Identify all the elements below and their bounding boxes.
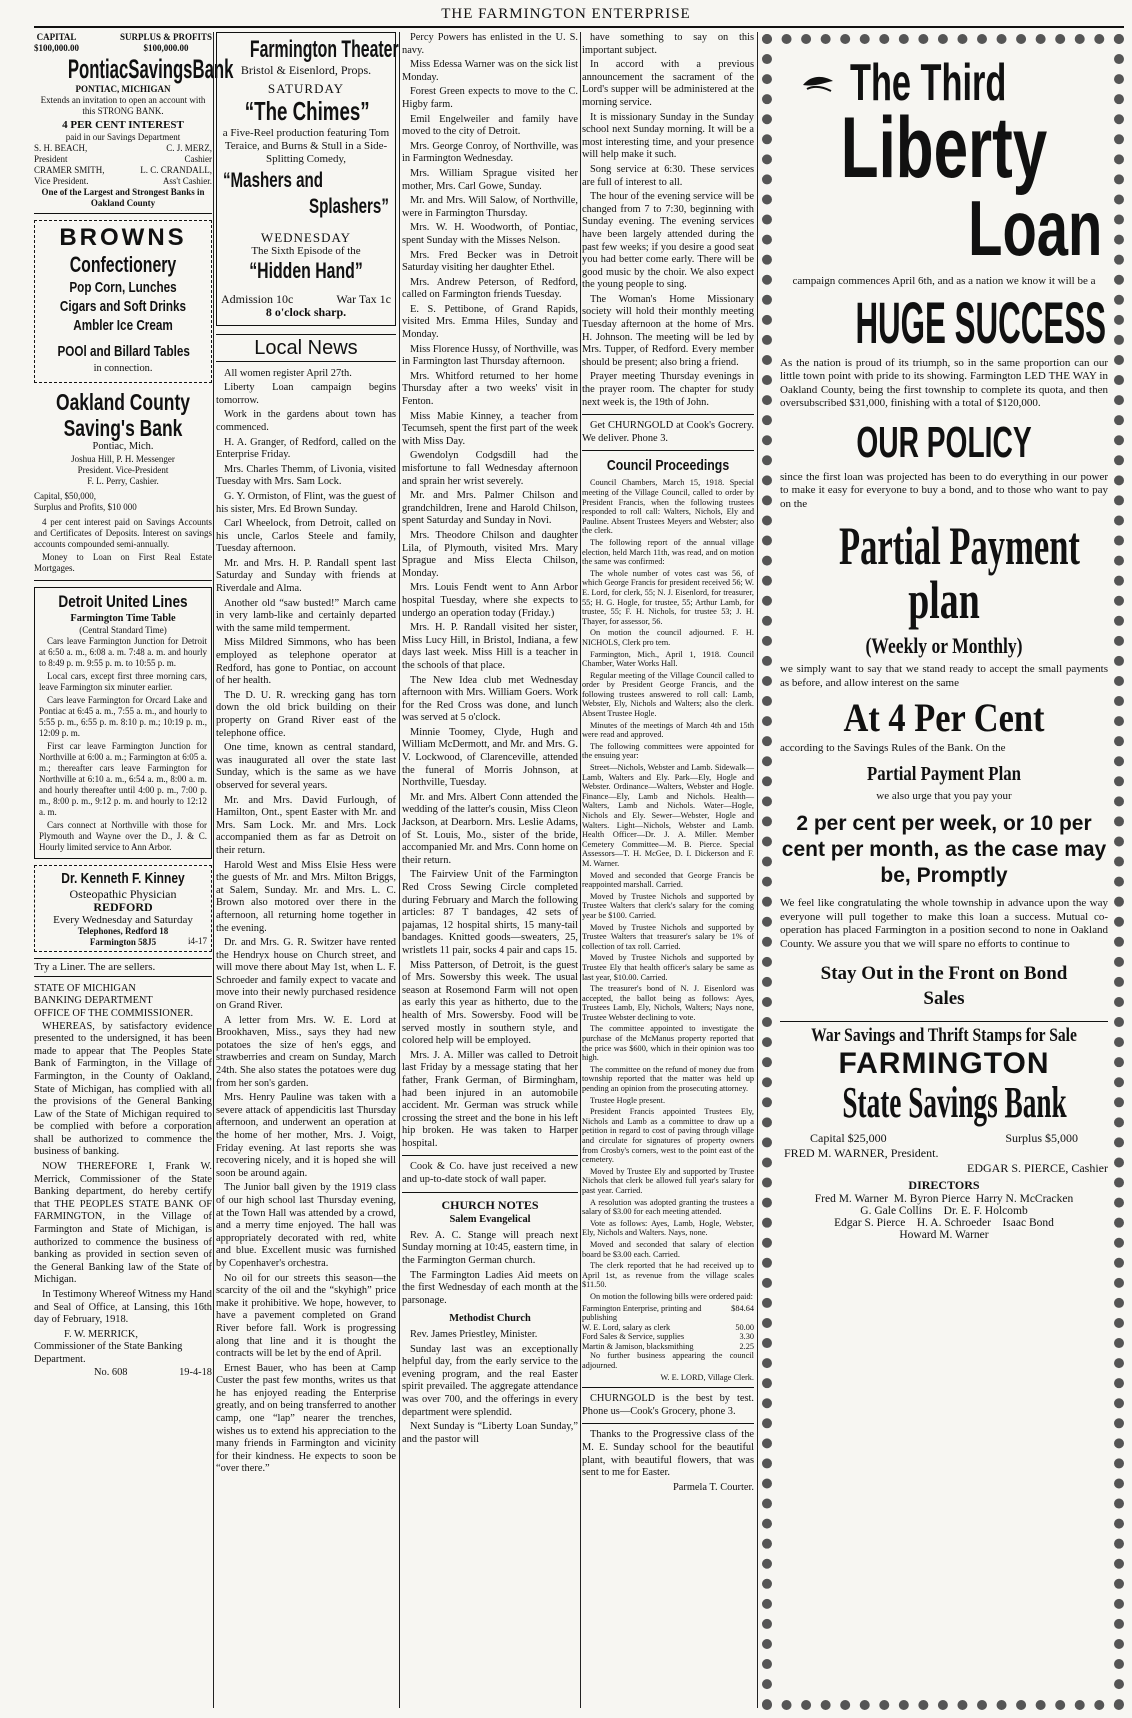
news-item: The Fairview Unit of the Farmington Red Cross Sewing Circle completed during February and March the following articles: 87 T bandages, 42 sets of pajamas, 12 hospital shirts, 15 many-tail bandages. Knitted goods—sweaters, 25, wristlets 11 pair, socks 4 pair and caps 15.: [402, 869, 578, 956]
war-tax: War Tax 1c: [336, 292, 391, 307]
council-item: Vote as follows: Ayes, Lamb, Hogle, Webster, Ely, Nichols and Walters. Nays, none.: [582, 1218, 754, 1238]
dul-timetable: [34, 587, 212, 860]
browns-line: POOl and Billard Tables: [57, 342, 190, 360]
kinney-phones: Telephones, Redford 18 Farmington 58J5: [77, 926, 169, 948]
news-item: Mrs. Charles Themm, of Livonia, visited Tuesday with Mrs. Sam Lock.: [216, 463, 396, 488]
browns-name: BROWNS: [59, 223, 187, 251]
capital: CAPITAL $100,000.00: [34, 32, 79, 53]
notice-head: OFFICE OF THE COMMISSIONER.: [34, 1007, 194, 1019]
oakland-text: 4 per cent interest paid on Savings Accounts and Certificates of Deposits. Interest on savings accounts compounded semi-annually.: [34, 516, 212, 549]
ad-headline: Partial Payment: [839, 516, 1080, 577]
theater-props: Bristol & Eisenlord, Props.: [240, 63, 372, 77]
kinney-line: REDFORD: [93, 899, 153, 914]
council-heading: Council Proceedings: [606, 457, 730, 475]
oakland-bank-ad: [34, 389, 212, 581]
ad-text: We feel like congratulating the whole township in advance upon the way everyone will pull together to make this loan a success. Mutual co-operation has placed Farmington in a position second to none in Oakland County. We assure you that we will spare no efforts to continue to: [780, 897, 1108, 950]
notice-signature-title: Commissioner of the State Banking Department.: [34, 1341, 183, 1365]
ad-bank-name: FARMINGTON: [838, 1047, 1050, 1081]
news-item: Gwendolyn Codgsdill had the misfortune to fall Wednesday afternoon and sprain her wrist severely.: [402, 450, 578, 487]
ad-subhead: War Savings and Thrift Stamps for Sale: [811, 1025, 1077, 1047]
churngold-notice: CHURNGOLD is the best by test. Phone us—Cook's Grocery, phone 3.: [582, 1393, 754, 1417]
column-divider: [213, 32, 214, 1708]
kinney-ad: [34, 865, 212, 952]
news-item: Mrs. George Conroy, of Northville, was in Farmington Wednesday.: [402, 140, 578, 165]
church-name: Methodist Church: [449, 1313, 531, 1325]
ad-headline: plan: [908, 570, 980, 631]
council-item: Minutes of the meetings of March 4th and 15th were read and approved.: [582, 720, 754, 740]
kinney-line: Every Wednesday and Saturday: [53, 913, 193, 926]
council-item: The following committees were appointed for the ensuing year:: [582, 741, 754, 761]
council-item: Council Chambers, March 15, 1918. Special meeting of the Village Council, called to order by President Francis, when the following trustees responded to roll call: Walters, Nichols, Ely and Pauline. Absent Trustees Meyers and Webster; also the clerk.: [582, 478, 754, 536]
dul-text: Cars leave Farmington Junction for Detroit at 6:50 a. m., 6:08 a. m. 7:48 a. m. and hourly to 8:49 p. m. 9:55 p. m. to 10:55 p. m.: [39, 636, 207, 669]
local-news: [216, 368, 396, 1476]
oakland-surplus: Surplus and Profits, $10 000: [34, 501, 137, 512]
bill-item: W. E. Lord, salary as clerk: [582, 1322, 671, 1332]
bill-amount: 50.00: [735, 1322, 754, 1332]
council-item: Street—Nichols, Webster and Lamb. Sidewalk—Lamb, Walters and Ely. Park—Ely, Hogle and Webster. Ordinance—Walters, Webster and Hogle. Finance—Ely, Lamb and Nichols. Health—Walters, Lamb and Nichols. Water—Hogle, Nichols and Ely. Sewer—Webster, Hogle and Walters. Light—Nichols, Webster and Lamb. Health Officer—Dr. J. A. Miller. Member Cemetery Committee—M. B. Pierce. Special Assessors—T. H. McGee, D. I. Dickerson and F. M. Warner.: [582, 763, 754, 868]
ad-subhead: Stay Out in the Front on Bond Sales: [820, 963, 1068, 1010]
officer: C. J. MERZ,: [166, 142, 212, 153]
news-item: Mr. and Mrs. H. P. Randall spent last Saturday and Sunday with friends at Riverdale and Alma.: [216, 557, 396, 595]
council-item: The following report of the annual village election, held March 11th, was read, and on motion the same was confirmed:: [582, 537, 754, 567]
council-item: The clerk reported that he had received up to April 1st, as revenue from the village scales $11.50.: [582, 1261, 754, 1290]
feature-title: “The Chimes”: [244, 96, 370, 127]
browns-ad: [34, 220, 212, 384]
council-item: Moved by Trustee Ely and supported by Trustee Nichols that clerk be allowed full year's salary for past year. Carried.: [582, 1166, 754, 1195]
council-proceedings: [582, 478, 754, 1382]
news-item: Percy Powers has enlisted in the U. S. navy.: [402, 32, 578, 56]
news-item: One time, known as central standard, was inaugurated all over the state last Sunday, which is the same as we have observed for several years.: [216, 742, 396, 791]
ad-headline: At 4 Per Cent: [843, 695, 1045, 741]
news-item: Mrs. Fred Becker was in Detroit Saturday visiting her daughter Ethel.: [402, 249, 578, 274]
news-item: Mr. and Mrs. Will Salow, of Northville, were in Farmington Thursday.: [402, 195, 578, 219]
church-text: Sunday last was an exceptionally helpful day, from the early service to the evening program, and the real Easter spirit prevailed. The aggregate attendance was over 700, and the offerings in every department were splendid.: [402, 1343, 578, 1418]
council-item: On motion the council adjourned. F. H. NICHOLS, Clerk pro tem.: [582, 628, 754, 647]
dul-text: Cars connect at Northville with those for Plymouth and Wayne over the D., J. & C. Hourly limited service to Ann Arbor.: [39, 820, 207, 853]
news-item: Mrs. J. A. Miller was called to Detroit last Friday by a message stating that her father, Frank German, of Birmingham, had been injured in an automobile accident. Mr. German was struck while crossing the street and the bone in his left hip broken. He was taken to Harper hospital.: [402, 1049, 578, 1149]
news-item: Carl Wheelock, from Detroit, called on his uncle, Carlos Steele and family, Tuesday afternoon.: [216, 518, 396, 555]
church-text: Rev. A. C. Stange will preach next Sunday morning at 10:45, eastern time, in the Farmington German church.: [402, 1229, 578, 1267]
council-item: No further business appearing the council adjourned.: [582, 1351, 754, 1371]
news-item: Liberty Loan campaign begins tomorrow.: [216, 382, 396, 406]
church-text: Prayer meeting Thursday evenings in the prayer room. The chapter for study next week is, the 19th of John.: [582, 371, 754, 408]
news-item: All women register April 27th.: [224, 367, 352, 379]
news-item: Forest Green expects to move to the C. Higby farm.: [402, 86, 578, 110]
council-item: Moved and seconded that George Francis be reappointed marshall. Carried.: [582, 870, 754, 890]
officer-title: Vice President.: [34, 175, 89, 186]
dul-name: Detroit United Lines: [58, 591, 188, 611]
council-item: Moved by Trustee Nichols and supported by Trustee Walters that clerk's salary for the coming year be $100. Carried.: [582, 891, 754, 920]
news-item: Miss Florence Hussy, of Northville, was in Farmington last Thursday afternoon.: [402, 343, 578, 368]
officer: S. H. BEACH,: [34, 142, 88, 153]
news-item: G. Y. Ormiston, of Flint, was the guest of his sister, Mrs. Ed Brown Sunday.: [216, 490, 396, 515]
theater-name: Farmington Theater: [249, 36, 399, 63]
browns-line: Ambler Ice Cream: [73, 316, 173, 334]
top-rule: [34, 26, 1124, 28]
officer: L. C. CRANDALL,: [140, 164, 212, 175]
oakland-text: Money to Loan on First Real Estate Mortgages.: [34, 551, 212, 573]
surplus: SURPLUS & PROFITS $100,000.00: [119, 32, 212, 53]
bank-tagline: One of the Largest and Strongest Banks in Oakland County: [41, 186, 205, 208]
pontiac-bank-ad: [34, 32, 234, 214]
council-item: Moved by Trustee Nichols and supported by Trustee Walters that treasurer's salary be 1% of collection of tax roll. Carried.: [582, 922, 754, 951]
kinney-line: Osteopathic Physician: [69, 887, 177, 902]
church-text: The hour of the evening service will be changed from 7 to 7:30, beginning with Sunday evening. The evening services have been largely attended during the past few weeks; if you desire a good seat you had better come early. There will be good music by the choir. We also expect the young people to sing.: [582, 191, 754, 291]
ad-headline: Liberty: [840, 100, 1048, 197]
day-label: SATURDAY: [267, 80, 345, 96]
officer-title: Cashier: [184, 153, 212, 164]
churngold-notice: Get CHURNGOLD at Cook's Gocrery. We deliver. Phone 3.: [582, 420, 754, 444]
church-text: It is missionary Sunday in the Sunday school next Sunday morning. It will be a most interesting time, and your presence will help make it such.: [582, 111, 754, 161]
state-notice: [34, 983, 212, 1379]
pontiac-bank-name: PontiacSavingsBank: [67, 54, 234, 84]
news-item: Mrs. Andrew Peterson, of Redford, called on Farmington friends Tuesday.: [402, 276, 578, 301]
column-4: [582, 32, 754, 1708]
browns-line: Pop Corn, Lunches: [69, 278, 177, 296]
ad-text: campaign commences April 6th, and as a nation we know it will be a: [792, 275, 1096, 288]
news-item: Harold West and Miss Elsie Hess were the guests of Mr. and Mrs. Milton Briggs, at Salem, Sunday. Mr. and Mrs. L. C. Brown also motored over there in the afternoon, all returning home together in the evening.: [216, 859, 396, 934]
church-name: Salem Evangelical: [449, 1214, 531, 1226]
church-text: have something to say on this important subject.: [582, 32, 754, 56]
bill-amount: 2.25: [739, 1341, 754, 1351]
news-item: Miss Mildred Simmons, who has been employed as telephone operator at Redford, has gone to Pontiac, on account of her health.: [216, 637, 396, 687]
leaf-ornament-icon: [801, 73, 835, 93]
news-item: Mr. and Mrs. David Furlough, of Hamilton, Ont., spent Easter with Mr. and Mrs. Sam Lock. Mr. and Mrs. Lock accompanied them as far as Detroit on their return.: [216, 794, 396, 856]
comedy-title: Splashers”: [309, 195, 389, 219]
dul-text: First car leave Farmington Junction for Northville at 6:00 a. m.; Farmington at 6:05 a. m.; thereafter cars leave Farmington for Northville at 6:10 a. m., 6:54 a. m., 8:00 a. m. and hourly thereafter until 4:00 p. m., 7:00 p. m., 8:00 p. m., 9:12 p. m. and hourly to 12:12 a. m.: [39, 741, 207, 818]
column-divider: [757, 32, 758, 1708]
ad-text: we simply want to say that we stand ready to accept the small payments as before, and allow interest on the same: [780, 663, 1108, 689]
episode-text: The Sixth Episode of the: [251, 244, 361, 257]
serial-title: “Hidden Hand”: [249, 258, 363, 284]
notice-text: In Testimony Whereof Witness my Hand and Seal of Office, at Lansing, this 16th day of February, 1918.: [34, 1289, 212, 1326]
council-item: Trustee Hogle present.: [590, 1095, 666, 1105]
kinney-number: i4-17: [188, 936, 207, 947]
column-divider: [399, 32, 400, 1708]
notice-text: NOW THEREFORE I, Frank W. Merrick, Commissioner of the State Banking department, do hereby certify that THE PEOPLES STATE BANK OF FARMINGTON, in the Village of Farmington and State of Michigan, is authorized to commence the business of banking as provided in section seven of the General Banking law of the State of Michigan.: [34, 1161, 212, 1286]
oakland-capital: Capital, $50,000,: [34, 490, 96, 501]
news-item: Mrs. Henry Pauline was taken with a severe attack of appendicitis last Thursday afternoon, and underwent an operation at the home of her mother, Mrs. J. Voigt, Friday evening. At last reports she was recovering nicely, and it is hoped she will soon be around again.: [216, 1092, 396, 1179]
church-text: The Farmington Ladies Aid meets on the first Wednesday of each month at the parsonage.: [402, 1269, 578, 1306]
news-item: H. A. Granger, of Redford, called on the Enterprise Friday.: [216, 436, 396, 461]
ad-subhead: (Weekly or Monthly): [865, 633, 1023, 659]
council-item: Farmington, Mich., April 1, 1918. Council Chamber, Water Works Hall.: [582, 649, 754, 669]
church-text: Next Sunday is “Liberty Loan Sunday,” and the pastor will: [402, 1421, 578, 1445]
church-notes-heading: CHURCH NOTES: [441, 1197, 539, 1212]
news-item: Miss Edessa Warner was on the sick list Monday.: [402, 59, 578, 83]
ad-text: we also urge that you pay your: [876, 789, 1012, 802]
church-text: Song service at 6:30. These services are full of interest to all.: [582, 163, 754, 188]
notice-number: No. 608: [94, 1366, 128, 1378]
bill-item: Martin & Jamison, blacksmithing: [582, 1341, 694, 1351]
liberty-loan-ad: [780, 50, 1108, 1696]
oakland-name: Saving's Bank: [63, 415, 183, 442]
ad-directors: G. Gale Collins Dr. E. F. Holcomb: [860, 1205, 1028, 1218]
news-item: Mr. and Mrs. Albert Conn attended the wedding of the latter's cousin, Miss Cleon Jackson, at Dearborn. Mrs. Leslie Adams, of St. Louis, Mo., sister of the bride, accompanied Mr. and Mrs. Conn home on their return.: [402, 791, 578, 866]
news-item: Mrs. Whitford returned to her home Thursday after a two weeks' visit in Fenton.: [402, 370, 578, 408]
browns-sub: Confectionery: [69, 251, 177, 277]
news-item: Miss Patterson, of Detroit, is the guest of Mrs. Sowersby this week. The usual season at Rosemond Farm will not open as early this year as hitherto, due to the health of Mrs. Sowersby. Food will be served mostly in southern style, and colored help will be employed.: [402, 959, 578, 1047]
notice-text: WHEREAS, by satisfactory evidence presented to the undersigned, it has been made to appear that The Peoples State Bank of Farmington, in the Village of Farmington, in the County of Oakland, State of Michigan, has complied with all the provisions of the General Banking Law of the State of Michigan required to be complied with before a corporation shall be authorized to commence the business of banking.: [34, 1020, 212, 1158]
feature-text: a Five-Reel production featuring Tom Teraice, and Burns & Stull in a Side-Splitting Comedy,: [222, 127, 390, 166]
column-3: [402, 32, 578, 1708]
column-1: [34, 32, 234, 1708]
church-text: In accord with a previous announcement the sacrament of the Lord's supper will be administered at the morning service.: [582, 59, 754, 108]
invite-text: Extends an invitation to open an account with this STRONG BANK.: [40, 95, 206, 116]
showtime: 8 o'clock sharp.: [265, 304, 347, 319]
dul-std: (Central Standard Time): [79, 625, 167, 636]
ad-directors-heading: DIRECTORS: [908, 1178, 980, 1193]
council-item: On motion the following bills were ordered paid:: [590, 1291, 753, 1301]
ad-president: FRED M. WARNER, President.: [784, 1146, 939, 1161]
day-label: WEDNESDAY: [260, 230, 352, 246]
interest-sub: paid in our Savings Department: [65, 131, 181, 142]
news-item: Mrs. Theodore Chilson and daughter Lila, of Plymouth, visited Mrs. Mary Sprague and Miss Electa Chilson, Monday.: [402, 529, 578, 579]
council-item: President Francis appointed Trustees Ely, Nichols and Lamb as a committee to draw up a petition in regard to cost of paving through village and circulate for signatures of property owners from Crosby's corners, west to the point east of the cemetery.: [582, 1107, 754, 1165]
bill-amount: 3.30: [739, 1332, 754, 1342]
news-item: Mr. and Mrs. Palmer Chilson and grandchildren, Irene and Harold Chilson, spent Saturday and Sunday in Novi.: [402, 490, 578, 527]
notice-head: BANKING DEPARTMENT: [34, 995, 153, 1007]
ad-text: As the nation is proud of its triumph, so in the same proportion can our little town point with pride to its showing. Farmington LED THE WAY in Oakland County, being the first township to complete its quota, and then oversubscribed $31,000, finishing with a total of $120,000.: [780, 356, 1108, 410]
local-news-heading: Local News: [216, 334, 396, 362]
officer-title: President: [34, 153, 68, 164]
church-text: The Woman's Home Missionary society will hold their monthly meeting Tuesday afternoon at the home of Mrs. H. Johnson. The meeting will be led by Mrs. Tupper, of Redford. Every member should be present; also bring a friend.: [582, 293, 754, 368]
dul-text: Local cars, except first three morning cars, leave Farmington six minuter earlier.: [39, 671, 207, 693]
theater-ad: [216, 32, 399, 326]
interest-line: 4 PER CENT INTEREST: [62, 119, 184, 131]
officer: CRAMER SMITH,: [34, 164, 105, 175]
news-item: Ernest Bauer, who has been at Camp Custer the past few months, writes us that he has enjoyed reading the Enterprise greatly, and on being transferred to another camp, one “lap” nearer the trenches, wishes us to extend his appreciation to the many friends in Farmington and vicinity for their kindness. He expects to soon be “over there.”: [216, 1362, 396, 1475]
ad-surplus: Surplus $5,000: [1005, 1131, 1078, 1146]
ad-directors: Howard M. Warner: [899, 1229, 989, 1242]
oakland-officers: F. L. Perry, Cashier.: [87, 475, 159, 486]
council-item: The committee appointed to investigate the purchase of the McManus property reported that the price was $600, which in their opinion was too high.: [582, 1024, 754, 1063]
ad-payment-terms: 2 per cent per week, or 10 per cent per month, as the case may be, Promptly: [781, 812, 1107, 888]
news-item: Mrs. H. P. Randall visited her sister, Miss Lucy Hill, in Bristol, Indiana, a few days last week. Miss Hill is a teacher in the schools of that place.: [402, 622, 578, 671]
oakland-city: Pontiac, Mich.: [92, 441, 154, 453]
ad-bank-name: State Savings Bank: [842, 1078, 1067, 1128]
column-divider: [580, 32, 581, 1708]
news-item: Dr. and Mrs. G. R. Switzer have rented the Hendryx house on Church street, and will move there about May 1st, when L. F. Schroeder and family expect to vacate and move into their newly purchased residence on Grand River.: [216, 937, 396, 1012]
bill-item: Ford Sales & Service, supplies: [582, 1332, 685, 1342]
news-item: Miss Mabie Kinney, a teacher from Tecumseh, spent the first part of the week with Miss Day.: [402, 410, 578, 447]
news-item: No oil for our streets this season—the scarcity of the oil and the “skyhigh” price make it prohibitive. We hope, however, to have a pavement completed on Grand River before fall. Work is progressing along that line and it is thought the contracts will be let by the end of April.: [216, 1272, 396, 1360]
ad-cashier: EDGAR S. PIERCE, Cashier: [967, 1161, 1108, 1176]
masthead: THE FARMINGTON ENTERPRISE: [441, 6, 691, 22]
ad-subhead: Partial Payment Plan: [867, 762, 1021, 785]
admission: Admission 10c: [221, 292, 294, 307]
ad-directors: Edgar S. Pierce H. A. Schroeder Isaac Bond: [834, 1217, 1054, 1230]
oakland-officers: President. Vice-President: [77, 464, 169, 475]
dul-text: Cars leave Farmington for Orcard Lake and Pontiac at 6:45 a. m., 7:55 a. m., and hourly to 5:55 p. m., 6:55 p. m. 8:10 p. m.; 10:19 p. m., 12:09 p. m.: [39, 695, 207, 739]
liner-ad: Try a Liner. The are sellers.: [34, 958, 212, 977]
council-item: Moved by Trustee Nichols and supported by Trustee Ely that health officer's salary be same as last year, $10.00. Carried.: [582, 953, 754, 982]
dul-sub: Farmington Time Table: [70, 612, 176, 624]
column-2: [216, 32, 399, 1708]
ad-headline: HUGE SUCCESS: [855, 290, 1107, 356]
ad-capital: Capital $25,000: [810, 1131, 887, 1146]
council-item: Moved and seconded that salary of election board be $3.00 each. Carried.: [582, 1239, 754, 1259]
council-item: The committee on the refund of money due from township reported that the matter was held up pending an opinion from the prosecuting attorney.: [582, 1064, 754, 1094]
news-item: Work in the gardens about town has commenced.: [216, 409, 396, 433]
news-item: Mrs. William Sprague visited her mother, Mrs. Carl Gowe, Sunday.: [402, 167, 578, 192]
news-item: Another old “saw busted!” March came in very lamb-like and certainly departed with the same mild temperment.: [216, 597, 396, 634]
bank-city: PONTIAC, MICHIGAN: [75, 84, 171, 94]
ad-text: according to the Savings Rules of the Bank. On the: [780, 742, 1006, 755]
church-text: Rev. James Priestley, Minister.: [410, 1329, 538, 1340]
thanks-notice: Thanks to the Progressive class of the M. E. Sunday school for the beautiful plant, with beautiful flowers, that was sent to me for Easter.: [582, 1429, 754, 1479]
news-item: Minnie Toomey, Clyde, Hugh and William McDermott, and Mr. and Mrs. G. V. Lockwood, of Clarenceville, attended the funeral of Morris Johnson, at Northville, Tuesday.: [402, 726, 578, 789]
officer-title: Ass't Cashier.: [162, 175, 212, 186]
news-item: Cook & Co. have just received a new and up-to-date stock of wall paper.: [402, 1161, 578, 1186]
browns-line: Cigars and Soft Drinks: [59, 297, 187, 315]
ad-directors: Fred M. Warner M. Byron Pierce Harry N. McCracken: [814, 1193, 1074, 1206]
news-item: The New Idea club met Wednesday afternoon with Mrs. William Goers. Work for the Red Cross was done, and lunch was served at 5 o'clock.: [402, 674, 578, 724]
news-item: The D. U. R. wrecking gang has torn down the old brick building on their property on Grand River east of the telephone office.: [216, 689, 396, 739]
news-item: E. S. Pettibone, of Grand Rapids, visited Mrs. Emma Hiles, Sunday and Monday.: [402, 303, 578, 341]
notice-signature: F. W. MERRICK,: [64, 1328, 138, 1340]
news-item: Emil Engelweiler and family have moved to the city of Detroit.: [402, 113, 578, 138]
comedy-title: “Mashers and: [223, 169, 324, 193]
council-item: Regular meeting of the Village Council called to order by President George Francis, and the following trustees answered to roll call: Lamb, Webster, Ely, Nichols and Walters; also the clerk. Absent Trustee Hogle.: [582, 670, 754, 719]
ad-headline: OUR POLICY: [856, 417, 1032, 467]
news-item: Mrs. W. H. Woodworth, of Pontiac, spent Sunday with the Misses Nelson.: [402, 222, 578, 246]
kinney-name: Dr. Kenneth F. Kinney: [61, 870, 185, 888]
ad-headline: Loan: [967, 184, 1102, 273]
oakland-officers: Joshua Hill, P. H. Messenger: [71, 453, 175, 464]
browns-line: in connection.: [93, 362, 153, 374]
bill-amount: $84.64: [731, 1303, 754, 1313]
news-item: Mrs. Louis Fendt went to Ann Arbor hospital Tuesday, where she expects to undergo an operation today (Friday.): [402, 582, 578, 619]
bill-item: Farmington Enterprise, printing and publishing: [582, 1303, 702, 1323]
clerk-signature: W. E. LORD, Village Clerk.: [660, 1372, 754, 1382]
oakland-name: Oakland County: [55, 389, 191, 416]
thanks-signature: Parmela T. Courter.: [673, 1481, 754, 1493]
notice-date: 19-4-18: [179, 1366, 212, 1378]
council-item: A resolution was adopted granting the trustees a salary of $3.00 for each meeting attended.: [582, 1197, 754, 1217]
council-item: The whole number of votes cast was 56, of which George Francis for president received 56; W. E. Lord, for clerk, 55; N. J. Eisenlord, for treasurer, 55; H. G. Hogle, for trustee, 55; Arthur Lamb, for trustee, 55; F. H. Nichols, for trustee 53; J. H. Thayer, for assessor, 56.: [582, 568, 754, 626]
council-item: The treasurer's bond of N. J. Eisenlord was accepted, the ballot being as follows: Ayes, Trustees Lamb, Ely, Nichols, Walters; Nays none, Trustee Webster declining to vote.: [582, 984, 754, 1022]
ad-headline: The Third: [849, 54, 1007, 113]
ad-text: since the first loan was projected has been to do everything in our power to make it easy for everyone to buy a bond, and to those who want to pay on the: [780, 470, 1108, 510]
news-item: The Junior ball given by the 1919 class of our high school last Thursday evening, at the Town Hall was attended by a crowd, and a merry time enjoyed. The hall was appropriately decorated with red, white and blue. Excellent music was furnished by Copenhaver's orchestra.: [216, 1182, 396, 1269]
news-item: A letter from Mrs. W. E. Lord at Brookhaven, Miss., says they had new potatoes the size of hen's eggs, and strawberries and cream on Sunday, March 24th. She also states the potatoes were dug from her son's garden.: [216, 1014, 396, 1089]
notice-head: STATE OF MICHIGAN: [34, 982, 136, 994]
